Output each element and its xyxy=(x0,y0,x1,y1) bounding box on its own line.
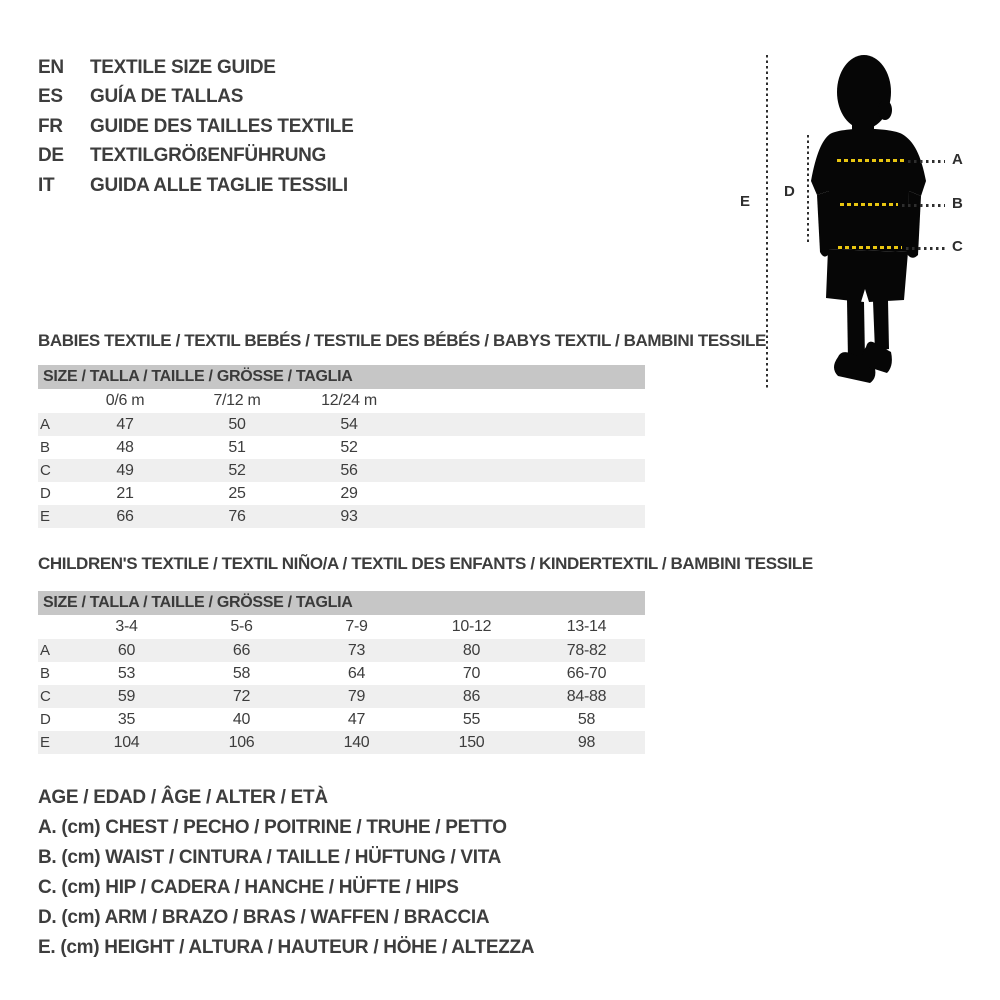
lang-code: DE xyxy=(38,145,64,167)
row-label: D xyxy=(40,485,51,502)
cell: 76 xyxy=(228,507,246,525)
lang-title: TEXTILE SIZE GUIDE xyxy=(90,56,276,78)
table-row-b xyxy=(38,436,645,459)
lang-title: TEXTILGRÖßENFÜHRUNG xyxy=(90,145,327,167)
cell: 54 xyxy=(340,415,358,433)
lang-title: GUÍA DE TALLAS xyxy=(90,86,244,108)
cell: 50 xyxy=(228,415,246,433)
cell: 52 xyxy=(340,438,358,456)
cell: 56 xyxy=(340,461,358,479)
table-row-c xyxy=(38,459,645,482)
column-header: 7/12 m xyxy=(213,392,261,409)
row-label: C xyxy=(40,462,51,479)
chest-pointer-dots xyxy=(908,160,945,163)
lang-row-it xyxy=(38,171,353,201)
babies-section-heading: BABIES TEXTILE / TEXTIL BEBÉS / TESTILE DES BÉBÉS / BABYS TEXTIL / BAMBINI TESSILE xyxy=(38,331,766,350)
cell: 79 xyxy=(347,687,366,705)
row-label: A xyxy=(40,416,50,433)
cell: 66 xyxy=(232,641,251,659)
cell: 47 xyxy=(116,415,134,433)
lang-title: GUIDA ALLE TAGLIE TESSILI xyxy=(90,174,348,196)
row-label: B xyxy=(40,439,50,456)
measurement-legend xyxy=(38,783,534,963)
cell: 52 xyxy=(228,461,246,479)
cell: 53 xyxy=(117,664,136,682)
cell: 140 xyxy=(343,733,370,751)
table-row-c xyxy=(38,685,645,708)
legend-hip: C. (cm) HIP / CADERA / HANCHE / HÜFTE / HIPS xyxy=(38,877,459,898)
column-header: 13-14 xyxy=(566,618,607,635)
column-header: 12/24 m xyxy=(321,392,377,409)
lang-row-en xyxy=(38,53,353,83)
row-label: A xyxy=(40,642,50,659)
table-row-a xyxy=(38,639,645,662)
cell: 35 xyxy=(117,710,136,728)
lang-title: GUIDE DES TAILLES TEXTILE xyxy=(90,115,354,137)
children-section-heading: CHILDREN'S TEXTILE / TEXTIL NIÑO/A / TEXTIL DES ENFANTS / KINDERTEXTIL / BAMBINI TESSILE xyxy=(38,554,813,573)
table-row-e xyxy=(38,731,645,754)
lang-code: IT xyxy=(38,174,55,196)
table-row-d xyxy=(38,708,645,731)
hip-measure-line-c xyxy=(838,246,902,249)
children-column-header-row xyxy=(38,615,645,639)
figure-label-d: D xyxy=(784,183,795,200)
table-row-b xyxy=(38,662,645,685)
cell: 104 xyxy=(113,733,140,751)
figure-label-b: B xyxy=(952,195,963,212)
row-label: B xyxy=(40,665,50,682)
legend-waist: B. (cm) WAIST / CINTURA / TAILLE / HÜFTUNG / VITA xyxy=(38,847,502,868)
children-size-table xyxy=(38,591,645,754)
row-label: D xyxy=(40,711,51,728)
cell: 58 xyxy=(577,710,596,728)
figure-label-a: A xyxy=(952,151,963,168)
row-label: E xyxy=(40,508,50,525)
cell: 64 xyxy=(347,664,366,682)
waist-measure-line-b xyxy=(840,203,898,206)
babies-size-table xyxy=(38,365,645,528)
waist-pointer-dots xyxy=(902,204,945,207)
cell: 78-82 xyxy=(566,641,607,659)
cell: 55 xyxy=(462,710,481,728)
cell: 86 xyxy=(462,687,481,705)
lang-row-es xyxy=(38,83,353,113)
cell: 47 xyxy=(347,710,366,728)
height-measure-line-e xyxy=(766,55,768,388)
hip-pointer-dots xyxy=(906,247,945,250)
table-row-e xyxy=(38,505,645,528)
row-label: C xyxy=(40,688,51,705)
lang-code: EN xyxy=(38,56,64,78)
cell: 60 xyxy=(117,641,136,659)
column-header: 3-4 xyxy=(115,618,138,635)
children-size-header-band: SIZE / TALLA / TAILLE / GRÖSSE / TAGLIA xyxy=(38,591,645,615)
lang-row-de xyxy=(38,142,353,172)
cell: 66-70 xyxy=(566,664,607,682)
cell: 72 xyxy=(232,687,251,705)
cell: 58 xyxy=(232,664,251,682)
lang-row-fr xyxy=(38,112,353,142)
lang-code: ES xyxy=(38,86,63,108)
column-header: 7-9 xyxy=(345,618,368,635)
column-header: 5-6 xyxy=(230,618,253,635)
cell: 51 xyxy=(228,438,246,456)
cell: 70 xyxy=(462,664,481,682)
figure-label-e: E xyxy=(740,193,750,210)
legend-age: AGE / EDAD / ÂGE / ALTER / ETÀ xyxy=(38,787,328,808)
child-silhouette xyxy=(780,42,940,392)
cell: 106 xyxy=(228,733,255,751)
cell: 40 xyxy=(232,710,251,728)
cell: 150 xyxy=(458,733,485,751)
chest-measure-line-a xyxy=(837,159,904,162)
cell: 73 xyxy=(347,641,366,659)
babies-column-header-row xyxy=(38,389,645,413)
table-row-d xyxy=(38,482,645,505)
cell: 59 xyxy=(117,687,136,705)
cell: 66 xyxy=(116,507,134,525)
legend-arm: D. (cm) ARM / BRAZO / BRAS / WAFFEN / BRACCIA xyxy=(38,907,490,928)
cell: 93 xyxy=(340,507,358,525)
cell: 21 xyxy=(116,484,134,502)
language-title-list xyxy=(38,53,353,201)
cell: 80 xyxy=(462,641,481,659)
cell: 25 xyxy=(228,484,246,502)
table-row-a xyxy=(38,413,645,436)
babies-size-header-band: SIZE / TALLA / TAILLE / GRÖSSE / TAGLIA xyxy=(38,365,645,389)
figure-label-c: C xyxy=(952,238,963,255)
legend-height: E. (cm) HEIGHT / ALTURA / HAUTEUR / HÖHE / ALTEZZA xyxy=(38,937,535,958)
row-label: E xyxy=(40,734,50,751)
cell: 29 xyxy=(340,484,358,502)
column-header: 0/6 m xyxy=(105,392,145,409)
cell: 48 xyxy=(116,438,134,456)
cell: 84-88 xyxy=(566,687,607,705)
cell: 98 xyxy=(577,733,596,751)
legend-chest: A. (cm) CHEST / PECHO / POITRINE / TRUHE / PETTO xyxy=(38,817,507,838)
cell: 49 xyxy=(116,461,134,479)
column-header: 10-12 xyxy=(451,618,492,635)
lang-code: FR xyxy=(38,115,63,137)
